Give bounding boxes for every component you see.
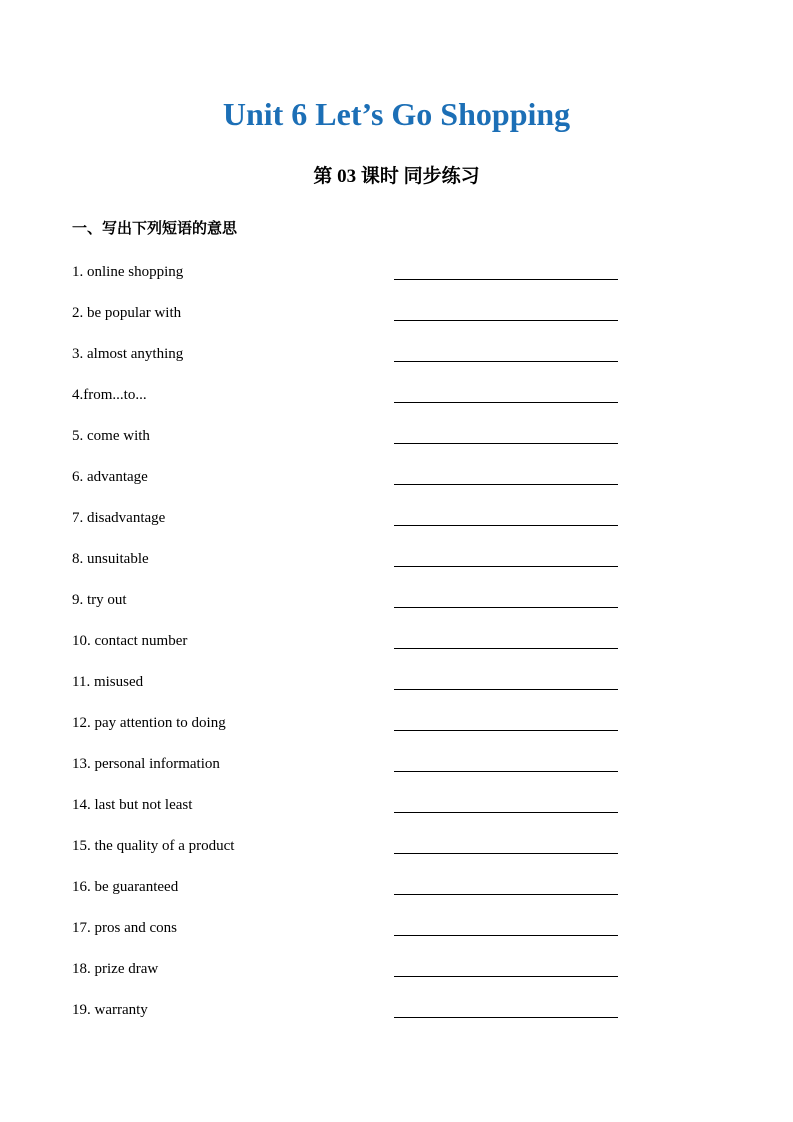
phrase-label: 17. pros and cons [72,920,177,936]
phrase-label: 11. misused [72,674,144,690]
answer-blank[interactable] [394,361,618,362]
answer-blank[interactable] [394,1017,618,1018]
phrase-label: 16. be guaranteed [72,879,179,895]
exercise-item [72,343,632,369]
answer-blank[interactable] [394,689,618,690]
phrase-label: 3. almost anything [72,346,184,362]
phrase-label: 19. warranty [72,1002,148,1018]
phrase-label: 12. pay attention to doing [72,715,226,731]
answer-blank[interactable] [394,607,618,608]
answer-blank[interactable] [394,525,618,526]
answer-blank[interactable] [394,648,618,649]
answer-blank[interactable] [394,402,618,403]
answer-blank[interactable] [394,320,618,321]
phrase-label: 2. be popular with [72,305,182,321]
phrase-label: 13. personal information [72,756,220,772]
phrase-label: 14. last but not least [72,797,193,813]
section-heading: 一、写出下列短语的意思 [72,219,238,237]
phrase-label: 8. unsuitable [72,551,149,567]
answer-blank[interactable] [394,279,618,280]
exercise-item [72,999,632,1025]
exercise-item [72,712,632,738]
phrase-label: 10. contact number [72,633,188,649]
answer-blank[interactable] [394,730,618,731]
phrase-label: 18. prize draw [72,961,159,977]
answer-blank[interactable] [394,443,618,444]
exercise-item [72,835,632,861]
lesson-subtitle: 第 03 课时 同步练习 [313,166,480,187]
exercise-item [72,589,632,615]
exercise-item [72,302,632,328]
answer-blank[interactable] [394,853,618,854]
exercise-item [72,958,632,984]
answer-blank[interactable] [394,484,618,485]
exercise-item [72,425,632,451]
exercise-item [72,384,632,410]
phrase-label: 7. disadvantage [72,510,166,526]
answer-blank[interactable] [394,976,618,977]
exercise-item [72,261,632,287]
phrase-label: 6. advantage [72,469,148,485]
phrase-label: 1. online shopping [72,264,184,280]
exercise-item [72,917,632,943]
exercise-item [72,876,632,902]
answer-blank[interactable] [394,935,618,936]
exercise-item [72,671,632,697]
answer-blank[interactable] [394,771,618,772]
answer-blank[interactable] [394,894,618,895]
exercise-item [72,794,632,820]
exercise-item [72,507,632,533]
phrase-label: 5. come with [72,428,150,444]
phrase-label: 9. try out [72,592,127,608]
exercise-item [72,466,632,492]
answer-blank[interactable] [394,566,618,567]
phrase-label: 4.from...to... [72,387,147,403]
exercise-item [72,548,632,574]
exercise-item [72,753,632,779]
exercise-item [72,630,632,656]
phrase-label: 15. the quality of a product [72,838,235,854]
document-title: Unit 6 Let’s Go Shopping [222,96,571,132]
answer-blank[interactable] [394,812,618,813]
